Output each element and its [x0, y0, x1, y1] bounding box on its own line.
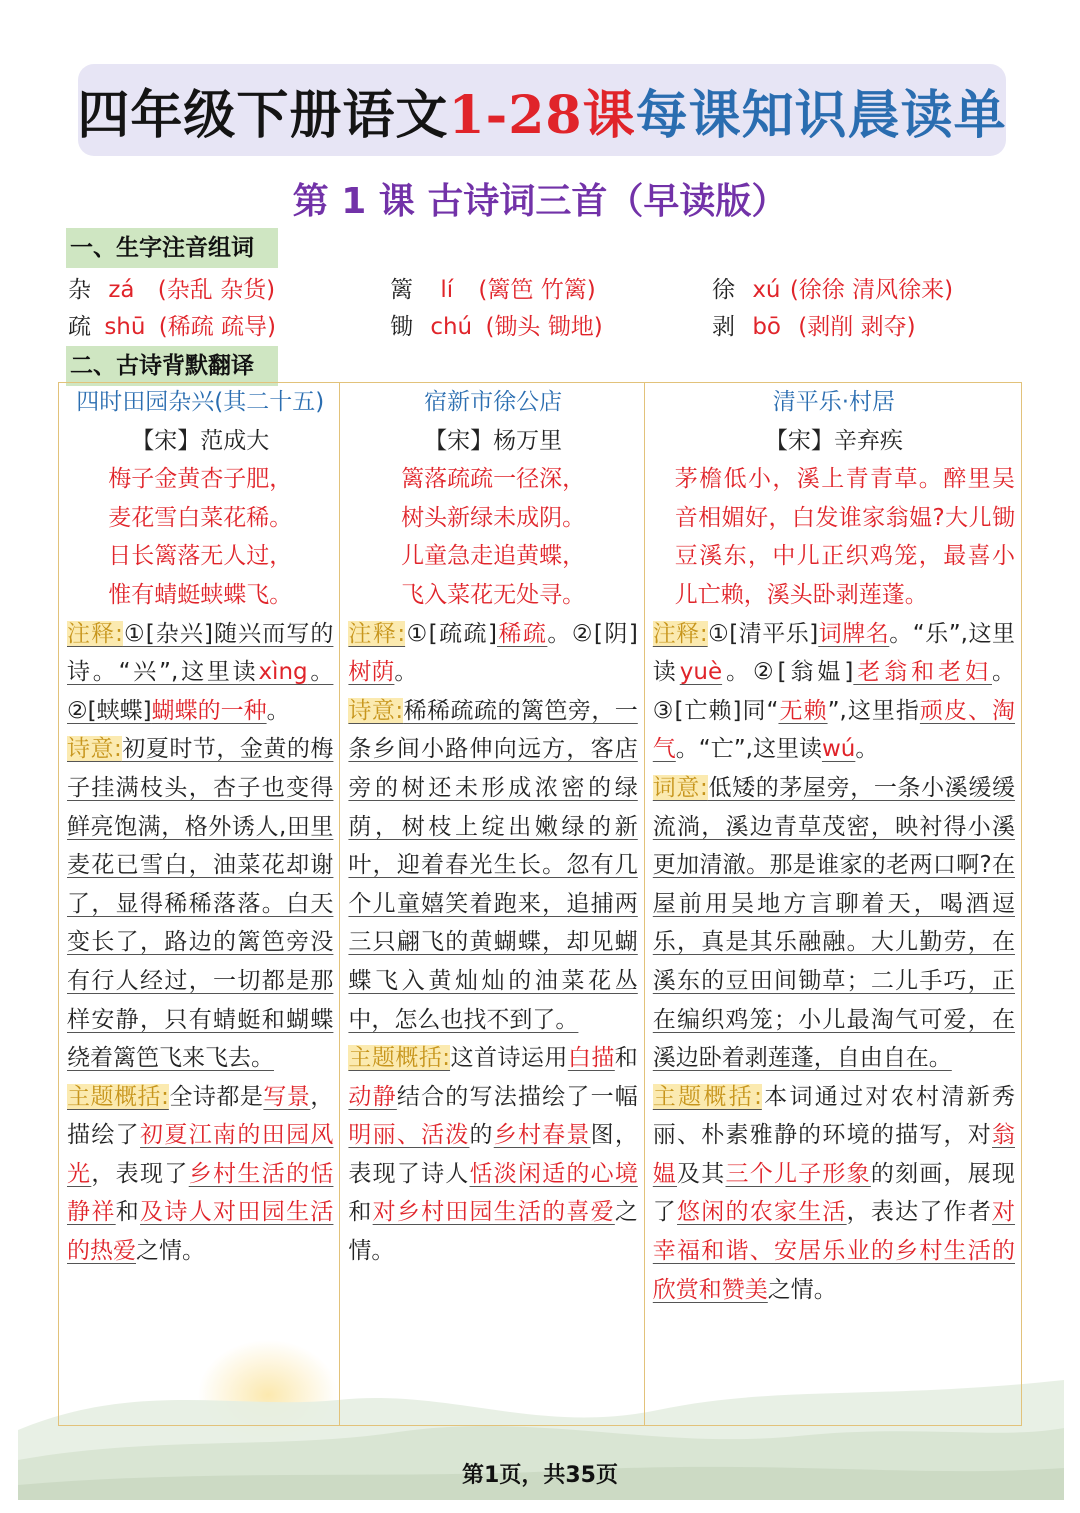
- poem-line: 飞入菜花无处寻。: [401, 581, 586, 608]
- char-entry: [68, 309, 276, 345]
- poem-line: 篱落疏疏一径深，: [401, 466, 586, 493]
- poem-title: 清平乐·村居: [772, 389, 896, 415]
- meaning-label: 诗意:: [67, 736, 122, 763]
- theme-label: 主题概括:: [348, 1045, 451, 1072]
- poem-title: 四时田园杂兴(其二十五): [76, 389, 325, 415]
- char: 徐: [712, 277, 735, 303]
- char-entry: [68, 272, 275, 308]
- char: 锄: [390, 314, 413, 340]
- poem-table: [58, 382, 1022, 1426]
- poem-line: 儿童急走追黄蝶，: [401, 543, 586, 570]
- poem-text: 茅檐低小，溪上青青草。醉里吴音相媚好，白发谁家翁媪?大儿锄豆溪东，中儿正织鸡笼，最喜小儿亡赖，溪头卧剥莲蓬。: [674, 466, 1015, 608]
- notes-label: 注释:: [67, 620, 123, 647]
- poem-theme: 主题概括:本词通过对农村清新秀丽、朴素雅静的环境的描写，对翁媪及其三个儿子形象的刻画，展现了悠闲的农家生活，表达了作者对幸福和谐、安居乐业的乡村生活的欣赏和赞美之情。: [652, 1083, 1016, 1303]
- notes-label: 注释:: [652, 620, 708, 647]
- char: 杂: [68, 277, 91, 303]
- words: (篱笆 竹篱): [478, 277, 596, 303]
- page-footer: 第1页，共35页: [462, 1463, 618, 1488]
- char-entry: [712, 272, 953, 308]
- title-part3: 每课知识晨读单: [635, 84, 1007, 146]
- poem-meaning: 诗意:初夏时节，金黄的梅子挂满枝头，杏子也变得鲜亮饱满，格外诱人,田里麦花已雪白，油菜花却谢了，显得稀稀落落。白天变长了，路边的篱笆旁没有行人经过，一切都是那样安静，只有蜻蜓和蝴蝶绕着篱笆飞来飞去。: [67, 736, 334, 1072]
- poem-title: 宿新市徐公店: [424, 389, 563, 415]
- words: (稀疏 疏导): [158, 314, 277, 340]
- poem-meaning: 词意:低矮的茅屋旁，一条小溪缓缓流淌，溪边青草茂密，映衬得小溪更加清澈。那是谁家的老两口啊?在屋前用吴地方言聊着天，喝酒逗乐，真是其乐融融。大儿勤劳，在溪东的豆田间锄草；二儿手巧，正在编织鸡笼；小儿最淘气可爱，在溪边卧着剥莲蓬，自由自在。: [652, 774, 1016, 1072]
- poem-line: 日长篱落无人过，: [108, 543, 293, 570]
- poem-notes: 注释:①[疏疏]稀疏。②[阴]树荫。: [348, 620, 638, 686]
- poem-column-3: [645, 383, 1021, 1425]
- poem-meaning: 诗意:稀稀疏疏的篱笆旁，一条乡间小路伸向远方，客店旁的树还未形成浓密的绿荫，树枝上绽出嫩绿的新叶，迎着春光生长。忽有几个儿童嬉笑着跑来，追捕两三只翩飞的黄蝴蝶，却见蝴蝶飞入黄灿灿的油菜花丛中，怎么也找不到了。: [348, 697, 638, 1033]
- poem-column-2: [340, 383, 644, 1425]
- char: 剥: [712, 314, 735, 340]
- poem-theme: 主题概括:全诗都是写景，描绘了初夏江南的田园风光，表现了乡村生活的恬静祥和及诗人对田园生活的热爱之情。: [67, 1083, 334, 1265]
- poem-notes: 注释:①[杂兴]随兴而写的诗。“兴”,这里读xìng。②[蛱蝶]蝴蝶的一种。: [67, 620, 334, 724]
- poem-line: 梅子金黄杏子肥，: [108, 466, 293, 493]
- meaning-label: 词意:: [652, 774, 708, 801]
- char: 疏: [68, 314, 91, 340]
- words: (杂乱 杂货): [157, 277, 276, 303]
- section-heading-poems: 二、古诗背默翻译: [66, 346, 278, 386]
- pinyin: lí: [440, 277, 454, 303]
- char-entry: [390, 309, 603, 345]
- char-entry: [390, 272, 596, 308]
- theme-label: 主题概括:: [67, 1083, 169, 1110]
- char-entry: [712, 309, 916, 345]
- theme-label: 主题概括:: [652, 1083, 762, 1110]
- words: (徐徐 清风徐来): [789, 277, 954, 303]
- poem-column-1: [59, 383, 340, 1425]
- title-part2: 1-28课: [448, 84, 636, 146]
- meaning-label: 诗意:: [348, 697, 404, 724]
- poem-author: 【宋】杨万里: [424, 427, 563, 454]
- section-heading-characters: 一、生字注音组词: [66, 228, 278, 268]
- title-part1: 四年级下册语文: [77, 84, 449, 146]
- notes-label: 注释:: [348, 620, 406, 647]
- pinyin: zá: [108, 277, 135, 303]
- poem-line: 麦花雪白菜花稀。: [108, 504, 293, 531]
- char: 篱: [390, 277, 413, 303]
- lesson-title: 第 1 课 古诗词三首（早读版）: [292, 181, 788, 222]
- poem-author: 【宋】范成大: [131, 427, 270, 454]
- pinyin: bō: [752, 314, 781, 340]
- pinyin: xú: [752, 277, 781, 303]
- poem-theme: 主题概括:这首诗运用白描和动静结合的写法描绘了一幅明丽、活泼的乡村春景图，表现了诗人恬淡闲适的心境和对乡村田园生活的喜爱之情。: [348, 1045, 638, 1265]
- poem-notes: 注释:①[清平乐]词牌名。“乐”,这里读yuè。②[翁媪]老翁和老妇。③[亡赖]同“无赖”,这里指顽皮、淘气。“亡”,这里读wú。: [652, 620, 1016, 763]
- pinyin: chú: [430, 314, 473, 340]
- title-banner: [78, 64, 1006, 156]
- words: (剥削 剥夺): [798, 314, 916, 340]
- poem-line: 惟有蜻蜓蛱蝶飞。: [108, 581, 293, 608]
- poem-line: 树头新绿未成阴。: [401, 504, 586, 531]
- pinyin: shū: [104, 314, 146, 340]
- poem-author: 【宋】辛弃疾: [764, 427, 903, 454]
- words: (锄头 锄地): [485, 314, 603, 340]
